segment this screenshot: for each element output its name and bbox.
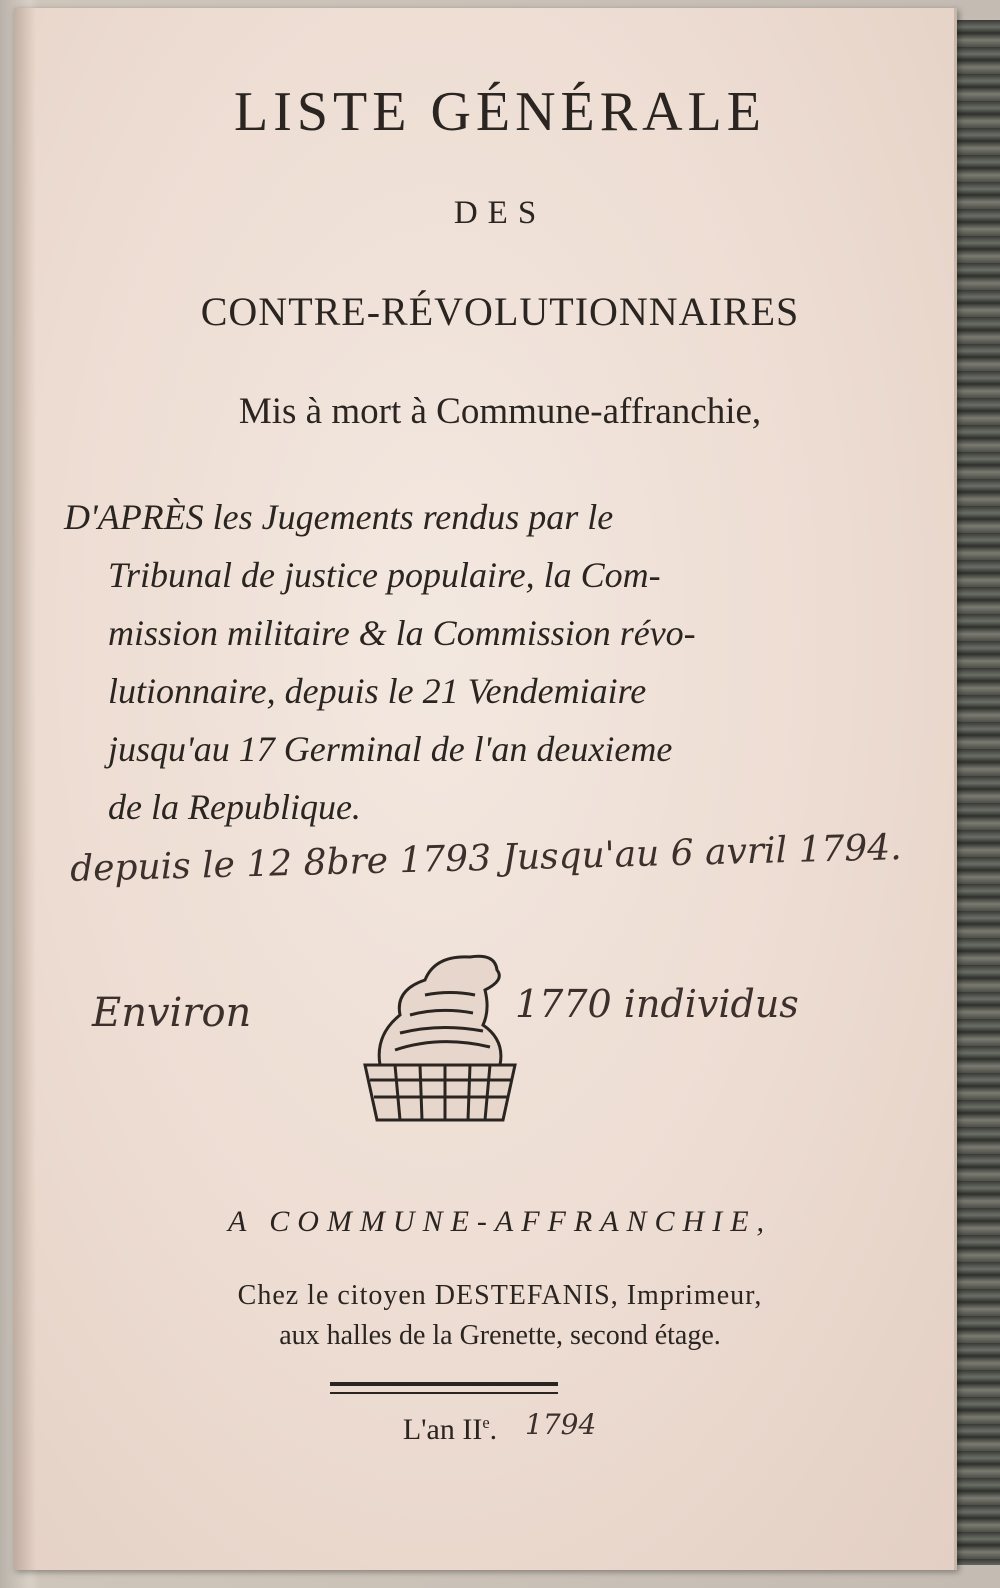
description-row: mission militaire & la Commission révo-	[108, 613, 696, 653]
handwritten-environ: Environ	[92, 990, 252, 1036]
imprint-date-prefix: L'an II	[402, 1413, 483, 1446]
description-paragraph	[64, 488, 834, 836]
imprint-place: A COMMUNE-AFFRANCHIE,	[227, 1205, 773, 1238]
description-row: Tribunal de justice populaire, la Com-	[108, 555, 661, 595]
divider-rule	[330, 1382, 558, 1386]
description-row: D'APRÈS les Jugements rendus par le	[64, 497, 614, 537]
description-row: jusqu'au 17 Germinal de l'an deuxieme	[108, 729, 673, 769]
title-line-2: DES	[453, 195, 547, 231]
title-line-3: CONTRE-RÉVOLUTIONNAIRES	[200, 289, 800, 334]
imprint-date	[0, 1413, 950, 1447]
imprint-date-sup: e	[482, 1413, 490, 1432]
handwritten-count-note: 1770 individus	[515, 982, 799, 1026]
liberty-cap-basket-icon	[355, 935, 525, 1135]
divider-rule-thin	[330, 1392, 558, 1394]
title-line-4: Mis à mort à Commune-affranchie,	[238, 391, 762, 432]
description-row: de la Republique.	[108, 787, 361, 827]
imprint-date-suffix: .	[489, 1413, 498, 1446]
description-row: lutionnaire, depuis le 21 Vendemiaire	[108, 671, 647, 711]
handwritten-year-note: 1794	[525, 1408, 597, 1441]
handwritten-dates-note: depuis le 12 8bre 1793 Jusqu'au 6 avril 1794.	[69, 827, 903, 890]
imprint-printer: Chez le citoyen DESTEFANIS, Imprimeur,	[237, 1280, 763, 1311]
title-line-1: LISTE GÉNÉRALE	[234, 81, 766, 143]
imprint-address: aux halles de la Grenette, second étage.	[279, 1320, 721, 1351]
